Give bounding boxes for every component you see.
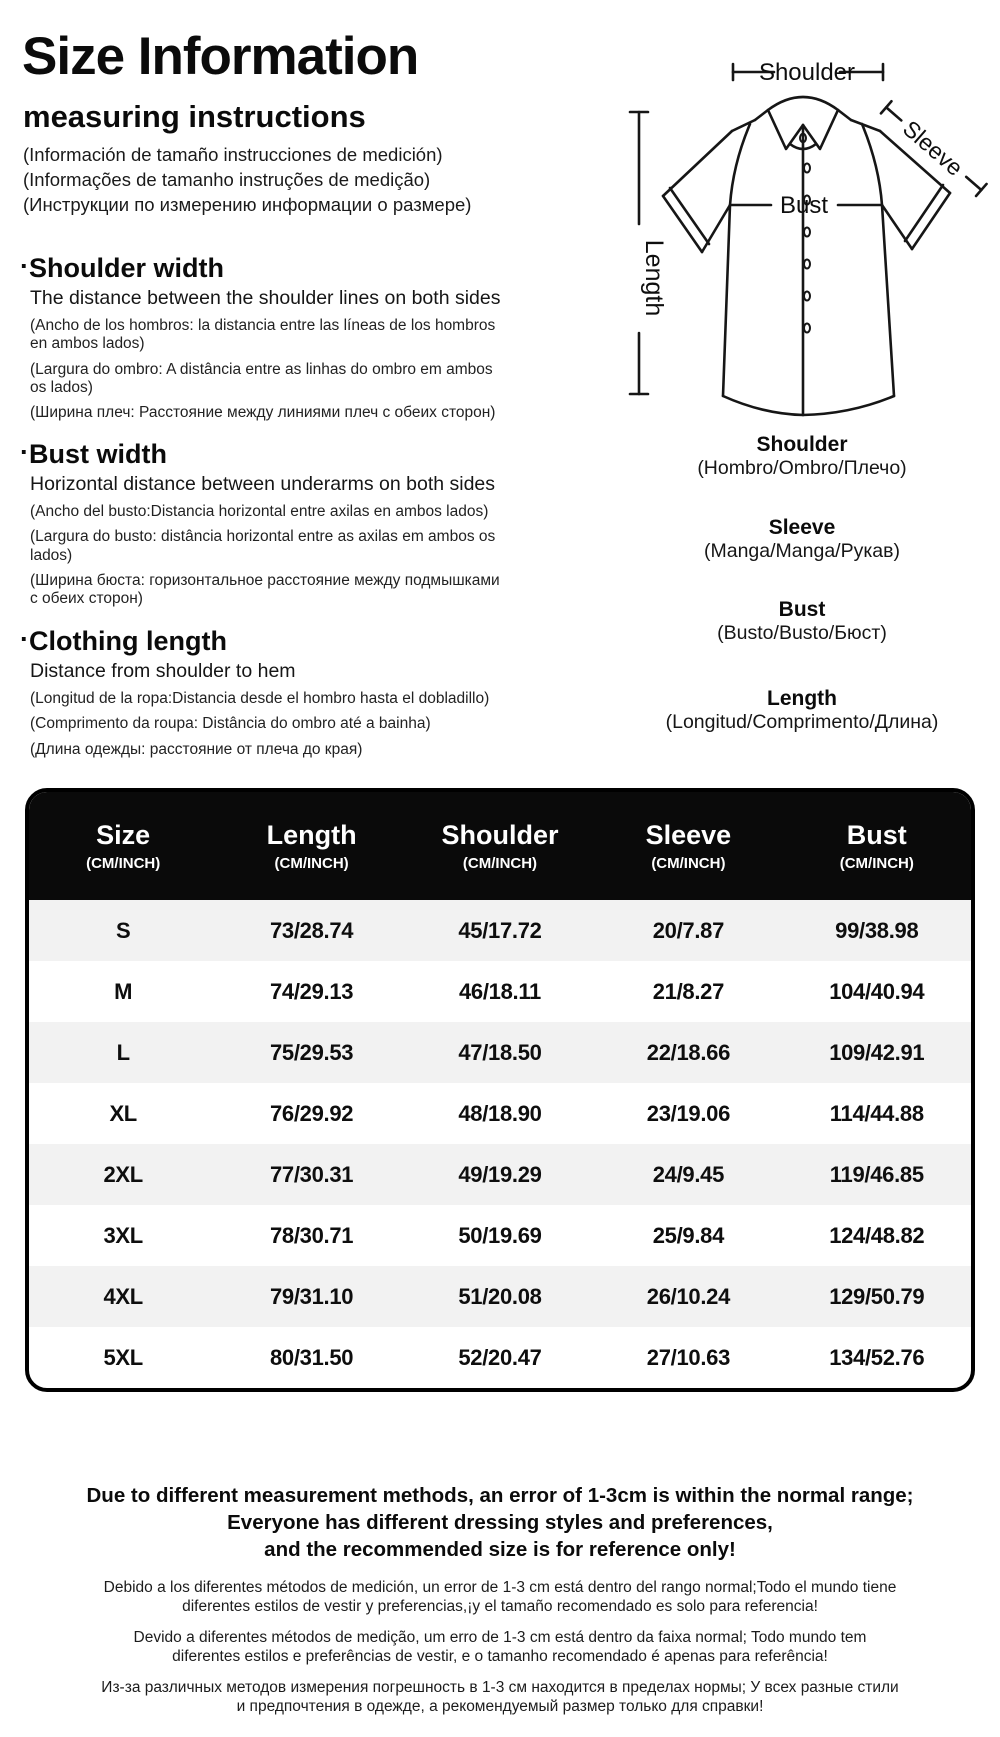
legend-translation: (Hombro/Ombro/Плечо) (697, 457, 907, 480)
bullet-icon: · (20, 624, 29, 654)
legend-translation: (Manga/Manga/Рукав) (704, 539, 900, 562)
shirt-body (723, 205, 730, 396)
legend-translation: (Longitud/Comprimento/Длина) (665, 710, 939, 733)
subtitle-translation-ru: (Инструкции по измерению информации о размере) (23, 194, 472, 215)
section-translation-pt: (Largura do ombro: A distância entre as linhas do ombro em ambos os lados) (30, 360, 493, 396)
size-table-header (29, 792, 971, 900)
subtitle-translation-pt: (Informações de tamanho instruções de medição) (23, 169, 431, 190)
diagram-bust-label: Bust (779, 192, 829, 219)
subtitle-translations (23, 142, 471, 217)
legend-term: Bust (778, 598, 826, 622)
left-sleeve (663, 131, 732, 196)
section-translation-es: (Ancho del busto:Distancia horizontal entre axilas en ambos lados) (30, 503, 489, 521)
diagram-length-label: Length (640, 239, 668, 317)
table-row: 3XL 78/30.71 50/19.69 25/9.84 124/48.82 (103, 1222, 925, 1248)
unit-label: (CM/INCH) (839, 855, 914, 873)
legend-item-bust (602, 597, 1000, 646)
page-subtitle: measuring instructions (23, 99, 366, 134)
section-clothing-length (20, 625, 550, 766)
bullet-icon: · (20, 437, 29, 467)
table-row: S 73/28.74 45/17.72 20/7.87 99/38.98 (29, 900, 971, 961)
table-row: 2XL 77/30.31 49/19.29 24/9.45 119/46.85 (29, 1144, 971, 1205)
column-header-bust: Bust (CM/INCH) (783, 820, 971, 872)
collar-outline (768, 97, 838, 110)
section-translation-ru: (Длина одежды: расстояние от плеча до края) (30, 740, 363, 758)
unit-label: (CM/INCH) (274, 855, 349, 873)
section-heading: ·Clothing length (20, 624, 227, 656)
disclaimer-bold: Due to different measurement methods, an error of 1-3cm is within the normal range; Everyone has different dressing styles and preferences, and the recommended size is for reference only! (86, 1484, 914, 1561)
column-header-size: Size (CM/INCH) (29, 820, 217, 872)
section-bust-width (20, 438, 550, 616)
size-table (25, 788, 975, 1392)
table-row: 5XL 80/31.50 52/20.47 27/10.63 134/52.76 (103, 1344, 925, 1370)
table-row: M 74/29.13 46/18.11 21/8.27 104/40.94 (114, 978, 925, 1004)
diagram-sleeve-label: Sleeve (897, 115, 969, 181)
table-row: 4XL 79/31.10 51/20.08 26/10.24 129/50.79 (29, 1266, 971, 1327)
disclaimer-pt: Devido a diferentes métodos de medição, um erro de 1-3 cm está dentro da faixa normal; Todo mundo tem diferentes estilos e preferências de vestir, e o tamanho recomendado é apenas para referência! (133, 1629, 867, 1665)
bullet-icon: · (20, 251, 29, 281)
diagram-shoulder-label: Shoulder (758, 59, 856, 86)
legend-term: Sleeve (768, 515, 836, 539)
section-translation-ru: (Ширина плеч: Расстояние между линиями плеч с обеих сторон) (30, 404, 496, 422)
button-icons (800, 134, 810, 333)
section-translation-ru: (Ширина бюста: горизонтальное расстояние между подмышками с обеих сторон) (30, 571, 500, 608)
section-heading: ·Bust width (20, 437, 167, 469)
section-description: Distance from shoulder to hem (30, 659, 296, 682)
column-header-length: Length (CM/INCH) (217, 820, 405, 872)
section-shoulder-width (20, 252, 550, 430)
unit-label: (CM/INCH) (651, 855, 726, 873)
legend-translation: (Busto/Busto/Бюст) (717, 622, 887, 645)
legend-item-length (602, 686, 1000, 735)
legend-item-shoulder (602, 432, 1000, 481)
table-row: L 75/29.53 47/18.50 22/18.66 109/42.91 (29, 1022, 971, 1083)
page-title: Size Information (22, 27, 419, 86)
legend-term: Length (767, 686, 837, 710)
disclaimer-ru: Из-за различных методов измерения погрешность в 1-3 см находится в пределах нормы; У всех разные стили и предпочтения в одежде, а рекомендуемый размер только для справки! (101, 1679, 899, 1715)
legend-term: Shoulder (756, 433, 848, 456)
column-header-shoulder: Shoulder (CM/INCH) (406, 820, 594, 872)
section-description: The distance between the shoulder lines on both sides (30, 286, 501, 309)
section-translation-pt: (Largura do busto: distância horizontal entre as axilas em ambos os lados) (30, 528, 496, 564)
disclaimer-es: Debido a los diferentes métodos de medición, un error de 1-3 cm está dentro del rango normal;Todo el mundo tiene diferentes estilos de vestir y preferencias,¡y el tamaño recomendado es solo para referencia! (103, 1579, 897, 1615)
unit-label: (CM/INCH) (86, 855, 161, 873)
column-header-sleeve: Sleeve (CM/INCH) (594, 820, 782, 872)
section-translation-es: (Ancho de los hombros: la distancia entre las líneas de los hombros en ambos lados) (30, 317, 496, 353)
shirt-measurement-diagram (550, 28, 1000, 428)
section-translation-pt: (Comprimento da roupa: Distância do ombro até a bainha) (30, 715, 431, 733)
diagram-legend (602, 432, 1000, 774)
section-description: Horizontal distance between underarms on both sides (30, 472, 496, 495)
section-translation-es: (Longitud de la ropa:Distancia desde el hombro hasta el dobladillo) (30, 690, 490, 708)
legend-item-sleeve (602, 515, 1000, 564)
section-heading: ·Shoulder width (20, 251, 224, 283)
table-row: XL 76/29.92 48/18.90 23/19.06 114/44.88 (109, 1100, 924, 1126)
subtitle-translation-es: (Información de tamaño instrucciones de medición) (23, 144, 443, 165)
unit-label: (CM/INCH) (462, 855, 538, 873)
